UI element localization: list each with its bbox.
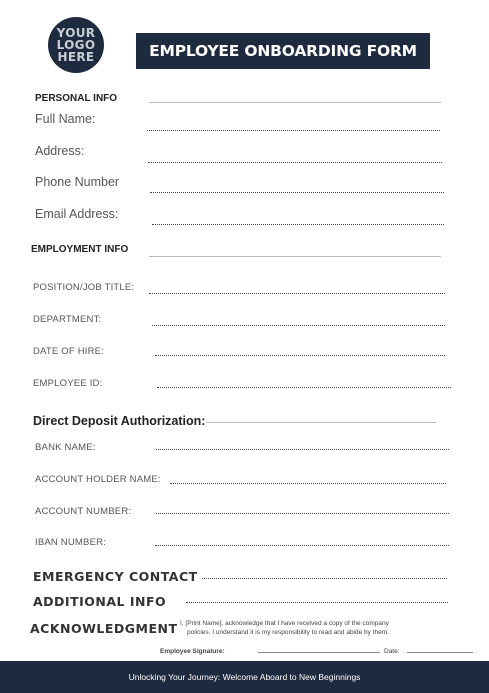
signature-row <box>160 648 225 655</box>
direct-deposit-heading: Direct Deposit Authorization: <box>33 414 206 428</box>
position-field[interactable] <box>149 293 445 294</box>
account-holder-label: ACCOUNT HOLDER NAME: <box>35 474 161 485</box>
employment-info-heading: EMPLOYMENT INFO <box>31 244 129 255</box>
phone-label: Phone Number <box>35 175 120 189</box>
date-label: Date: <box>384 648 400 655</box>
account-holder-field[interactable] <box>170 483 446 484</box>
account-number-field[interactable] <box>156 513 449 514</box>
department-field[interactable] <box>152 325 445 326</box>
account-number-label: ACCOUNT NUMBER: <box>35 506 132 517</box>
date-of-hire-field[interactable] <box>155 355 445 356</box>
section-divider <box>149 256 441 257</box>
additional-info-heading: ADDITIONAL INFO <box>33 594 167 609</box>
employee-id-label: EMPLOYEE ID: <box>33 378 103 389</box>
full-name-label: Full Name: <box>35 112 96 126</box>
phone-field[interactable] <box>150 192 444 193</box>
form-title-banner <box>136 33 430 69</box>
iban-field[interactable] <box>155 545 449 546</box>
form-title: EMPLOYEE ONBOARDING FORM <box>149 42 417 60</box>
bank-name-label: BANK NAME: <box>35 442 96 453</box>
signature-field[interactable] <box>258 652 380 653</box>
logo-text: YOUR LOGO HERE <box>56 26 96 64</box>
signature-label: Employee Signature: <box>160 648 225 655</box>
address-label: Address: <box>35 144 85 158</box>
position-label: POSITION/JOB TITLE: <box>33 282 135 293</box>
address-field[interactable] <box>148 162 442 163</box>
additional-info-field[interactable] <box>186 602 448 603</box>
acknowledgment-heading: ACKNOWLEDGMENT <box>30 621 178 636</box>
logo <box>48 17 104 73</box>
email-field[interactable] <box>152 224 444 225</box>
bank-name-field[interactable] <box>156 449 449 450</box>
emergency-contact-field[interactable] <box>202 578 447 579</box>
full-name-field[interactable] <box>147 130 440 131</box>
personal-info-heading: PERSONAL INFO <box>35 93 118 104</box>
iban-label: IBAN NUMBER: <box>35 537 107 548</box>
section-divider <box>149 102 441 103</box>
footer-banner <box>0 661 489 693</box>
department-label: DEPARTMENT: <box>33 314 102 325</box>
date-of-hire-label: DATE OF HIRE: <box>33 346 105 357</box>
employee-id-field[interactable] <box>157 387 451 388</box>
section-divider <box>206 422 436 423</box>
emergency-contact-heading: EMERGENCY CONTACT <box>33 569 198 584</box>
email-label: Email Address: <box>35 207 119 221</box>
footer-text: Unlocking Your Journey: Welcome Aboard to New Beginnings <box>128 672 361 682</box>
acknowledgment-line-2: policies. I understand it is my responsibility to read and abide by them. <box>187 629 389 636</box>
acknowledgment-text <box>180 619 389 637</box>
acknowledgment-line-1: I, [Print Name], acknowledge that I have received a copy of the company <box>180 620 389 627</box>
date-field[interactable] <box>407 652 473 653</box>
